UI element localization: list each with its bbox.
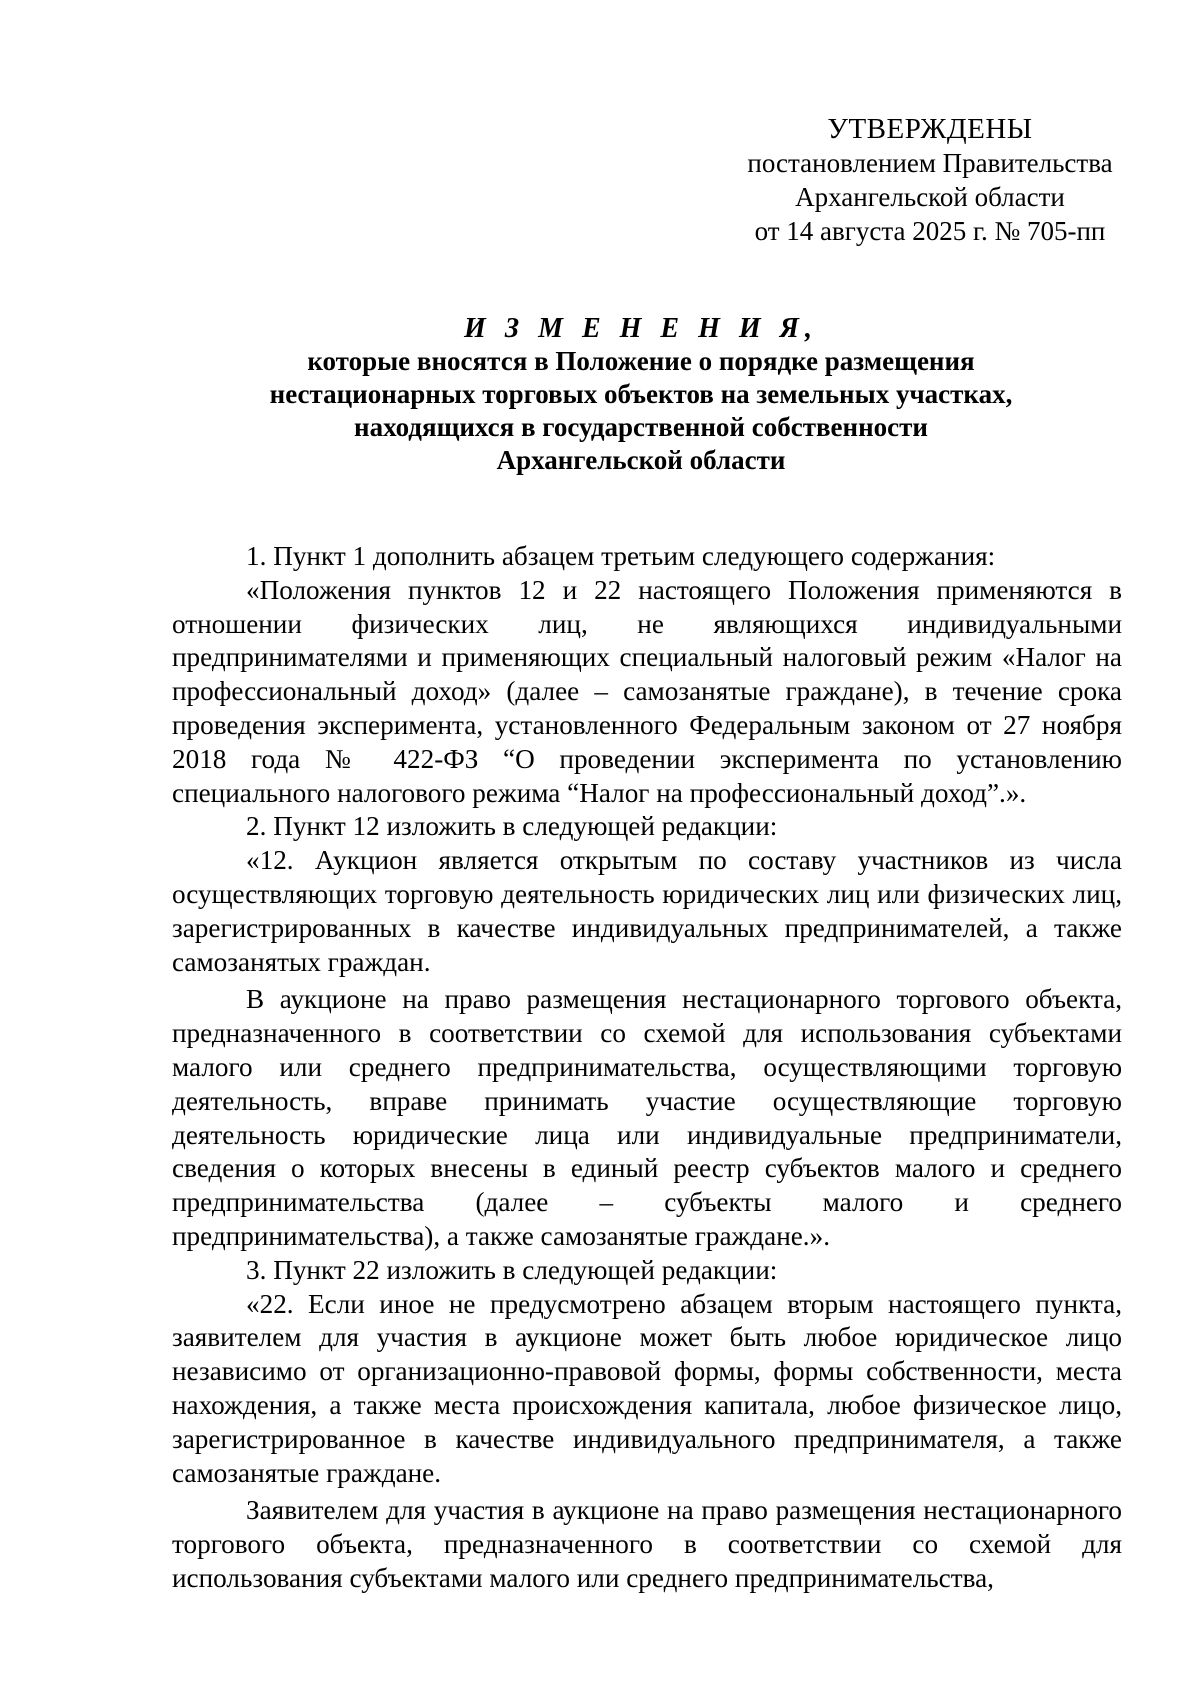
- heading-line-4: Архангельской области: [496, 445, 786, 475]
- approval-stamp: [735, 112, 1125, 248]
- paragraph-item-1-text: «Положения пунктов 12 и 22 настоящего Положения применяются в отношении физических лиц, не являющихся индивидуальными предпринимателями и применяющих специальный налоговый режим «Налог на профессиональный доход» (далее – самозанятые граждане), в течение срока проведения эксперимента, установленного Федеральным законом от 27 ноября 2018 года № 422-ФЗ “О проведении эксперимента по установлению специального налогового режима “Налог на профессиональный доход”.».: [172, 574, 1122, 808]
- heading-line-2: нестационарных торговых объектов на земельных участках,: [269, 379, 1013, 409]
- paragraph-item-3: 3. Пункт 22 изложить в следующей редакции:: [246, 1254, 778, 1285]
- approval-line-3: от 14 августа 2025 г. № 705-пп: [754, 216, 1106, 246]
- paragraph-item-1: 1. Пункт 1 дополнить абзацем третьим следующего содержания:: [246, 541, 996, 571]
- paragraph-item-2: 2. Пункт 12 изложить в следующей редакции:: [246, 811, 778, 842]
- heading-line-1: которые вносятся в Положение о порядке размещения: [307, 346, 975, 376]
- paragraph-item-3-text-cont: Заявителем для участия в аукционе на право размещения нестационарного торгового объекта, предназначенного в соответствии со схемой для использования субъектами малого или среднего предпринимательства,: [172, 1495, 1122, 1593]
- approval-line-1: постановлением Правительства: [747, 148, 1113, 178]
- paragraph-item-2-text-cont: В аукционе на право размещения нестационарного торгового объекта, предназначенного в соответствии со схемой для использования субъектами малого или среднего предпринимательства, осуществляющими торговую деятельность, вправе принимать участие осуществляющие торговую деятельность юридические лица или индивидуальные предприниматели, сведения о которых внесены в единый реестр субъектов малого и среднего предпринимательства (далее – субъекты малого и среднего предпринимательства), а также самозанятые граждане.».: [172, 984, 1122, 1251]
- heading-title: И З М Е Н Е Н И Я,: [464, 313, 818, 344]
- paragraph-item-3-text: «22. Если иное не предусмотрено абзацем вторым настоящего пункта, заявителем для участия в аукционе может быть любое юридическое лицо независимо от организационно-правовой формы, формы собственности, места нахождения, а также места происхождения капитала, любое физическое лицо, зарегистрированное в качестве индивидуального предпринимателя, а также самозанятые граждане.: [172, 1288, 1122, 1488]
- heading-line-3: находящихся в государственной собственности: [354, 412, 928, 442]
- approval-line-2: Архангельской области: [795, 182, 1065, 212]
- approval-title: УТВЕРЖДЕНЫ: [827, 113, 1033, 145]
- paragraph-item-2-text: «12. Аукцион является открытым по составу участников из числа осуществляющих торговую деятельность юридических лиц или физических лиц, зарегистрированных в качестве индивидуальных предпринимателей, а также самозанятых граждан.: [172, 845, 1122, 977]
- document-heading: [160, 312, 1122, 477]
- document-body: [172, 540, 1122, 1596]
